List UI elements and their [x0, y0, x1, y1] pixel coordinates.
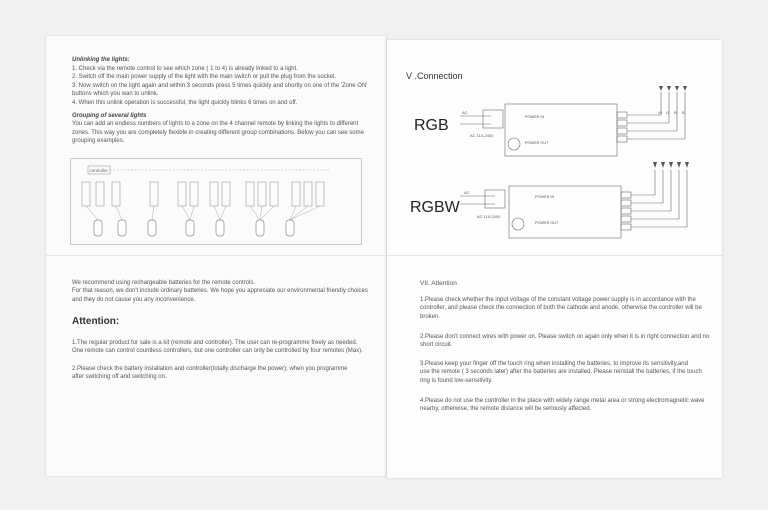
unlink-step-1: 1. Check via the remote control to see which zone ( 1 to 4) is already linked to a light. [72, 66, 298, 72]
unlink-step-2: 2. Switch off the main power supply of the light with the main switch or pull the plug from the socket. [72, 74, 337, 81]
r-item-3a: 3.Please keep your finger off the touch ring when installing the batteries, to improve its sensitivity,and [420, 361, 688, 367]
group-heading: Grouping of several lights [72, 113, 147, 119]
attention-1b: One remote can control countless controllers, but one controller can only be controlled by four remotes (Max). [72, 348, 363, 355]
group-text-2: zones. This way you are completely flexible in creating different group combinations. Below you can see some [72, 129, 364, 136]
unlink-step-3: 3. Now switch on the light again and within 3 seconds press 5 times quickly and shortly on one of the 'Zone ON' [72, 82, 368, 89]
r-item-3c: ring is found low-sensitivity. [420, 377, 493, 384]
unlink-step-4: 4. When this unlink operation is successful, the light quickly blinks 6 times on and off. [72, 99, 298, 106]
attention-title: VII. Attention [420, 280, 457, 287]
svg-text:R: R [674, 111, 677, 115]
group-text-1: You can add an endless numbers of lights to a zone on the 4 channel remote by linking the lights to different [72, 121, 359, 128]
attention-2a: 2.Please check the battery installation and controller(totally discharge the power), when you programme [72, 366, 348, 372]
controller-label: controller [89, 168, 109, 173]
battery-text-1: We recommend using rechargeable batteries for the remote controls. [72, 280, 255, 286]
svg-text:POWER IN: POWER IN [525, 115, 545, 119]
battery-text-3: and they do not cause you any inconvenience. [72, 296, 196, 303]
rgb-label: RGB [414, 117, 449, 134]
r-item-3b: use the remote ( 3 seconds later) after the batteries are installed. Please reinstall the batteries, if the touch [420, 369, 702, 376]
center-fold [386, 36, 387, 478]
connection-diagram [455, 78, 700, 248]
r-item-1a: 1.Please check whether the input voltage of the constant voltage power supply is in accordance with the [420, 297, 696, 303]
svg-text:AC 110-240V: AC 110-240V [477, 214, 501, 219]
attention-2b: after switching off and switching on. [72, 374, 167, 381]
r-item-4a: 4.Please do not use the controller in the place with widely range metal area or strong electromagnetic wave [420, 398, 705, 404]
battery-text-2: For that reason, we don't include ordinary batteries. We hope you appreciate our environmental friendly choices [72, 288, 368, 295]
attention-heading: Attention: [72, 316, 120, 327]
unlink-step-3b: buttons which you wan to unlink. [72, 91, 159, 98]
svg-text:POWER IN: POWER IN [535, 195, 555, 199]
svg-text:V+: V+ [658, 111, 663, 115]
unlink-heading: Unlinking the lights: [72, 57, 130, 63]
svg-text:AC: AC [462, 110, 468, 115]
r-item-2b: short circuit. [420, 342, 453, 349]
svg-text:POWER OUT: POWER OUT [535, 221, 559, 225]
r-item-1c: broken. [420, 313, 441, 320]
svg-text:G: G [666, 111, 669, 115]
svg-text:B: B [682, 111, 685, 115]
svg-text:POWER OUT: POWER OUT [525, 141, 549, 145]
svg-text:AC 110-240V: AC 110-240V [470, 133, 494, 138]
connection-title: V .Connection [406, 71, 463, 81]
r-item-1b: controller, and please check the connection of both the cathode and anode, otherwise the controller will be [420, 305, 702, 312]
attention-1a: 1.The regular product for sale is a kit (remote and controller). The user can re-programme freely as needed. [72, 340, 358, 346]
r-item-4b: nearby, otherwise, the remote distance will be seriously affected. [420, 406, 592, 413]
svg-text:AC: AC [464, 190, 470, 195]
r-item-2a: 2.Please don't connect wires with power on. Please switch on again only when it is in right connection and no [420, 334, 710, 340]
grouping-diagram [70, 158, 362, 246]
group-text-3: grouping examples. [72, 138, 125, 145]
horizontal-fold [46, 255, 722, 256]
rgbw-label: RGBW [410, 199, 460, 216]
